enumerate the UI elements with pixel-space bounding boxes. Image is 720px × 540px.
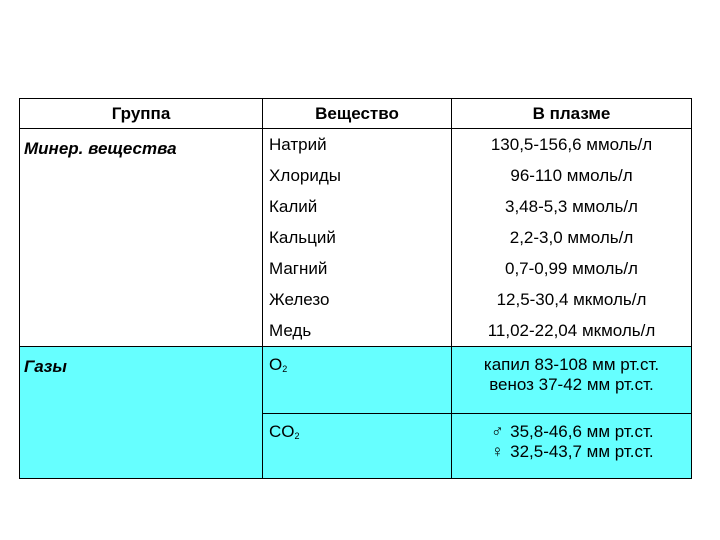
value-cell: 11,02-22,04 мкмоль/л	[452, 315, 692, 347]
female-line	[456, 442, 687, 462]
value-cell: 96-110 ммоль/л	[452, 160, 692, 191]
substance-o2	[263, 347, 452, 414]
formula-subscript: 2	[294, 431, 300, 441]
value-cell: 2,2-3,0 ммоль/л	[452, 222, 692, 253]
substance-cell: Магний	[263, 253, 452, 284]
table-row	[20, 129, 692, 161]
substance-cell: Железо	[263, 284, 452, 315]
value-cell: 130,5-156,6 ммоль/л	[452, 129, 692, 161]
substance-cell: Кальций	[263, 222, 452, 253]
formula-base: CO	[269, 422, 295, 441]
male-line	[456, 422, 687, 442]
header-row	[20, 99, 692, 129]
value-cell: 3,48-5,3 ммоль/л	[452, 191, 692, 222]
substance-cell: Медь	[263, 315, 452, 347]
header-group: Группа	[20, 99, 263, 129]
substance-co2	[263, 414, 452, 479]
substance-cell: Натрий	[263, 129, 452, 161]
female-symbol-icon: ♀	[491, 442, 504, 461]
table-row	[20, 347, 692, 414]
formula-subscript: 2	[282, 364, 288, 374]
substance-cell: Калий	[263, 191, 452, 222]
value-co2	[452, 414, 692, 479]
value-cell: 12,5-30,4 мкмоль/л	[452, 284, 692, 315]
substance-cell: Хлориды	[263, 160, 452, 191]
formula-base: O	[269, 355, 283, 374]
group-minerals: Минер. вещества	[20, 129, 263, 347]
venous-value: веноз 37-42 мм рт.ст.	[489, 375, 654, 394]
female-value: 32,5-43,7 мм рт.ст.	[510, 442, 654, 461]
capillary-value: капил 83-108 мм рт.ст.	[483, 355, 660, 374]
male-value: 35,8-46,6 мм рт.ст.	[510, 422, 654, 441]
header-plasma: В плазме	[452, 99, 692, 129]
male-symbol-icon: ♂	[491, 422, 504, 441]
group-gases: Газы	[20, 347, 263, 479]
plasma-composition-table	[19, 98, 692, 479]
value-cell: 0,7-0,99 ммоль/л	[452, 253, 692, 284]
header-substance: Вещество	[263, 99, 452, 129]
value-o2	[452, 347, 692, 414]
